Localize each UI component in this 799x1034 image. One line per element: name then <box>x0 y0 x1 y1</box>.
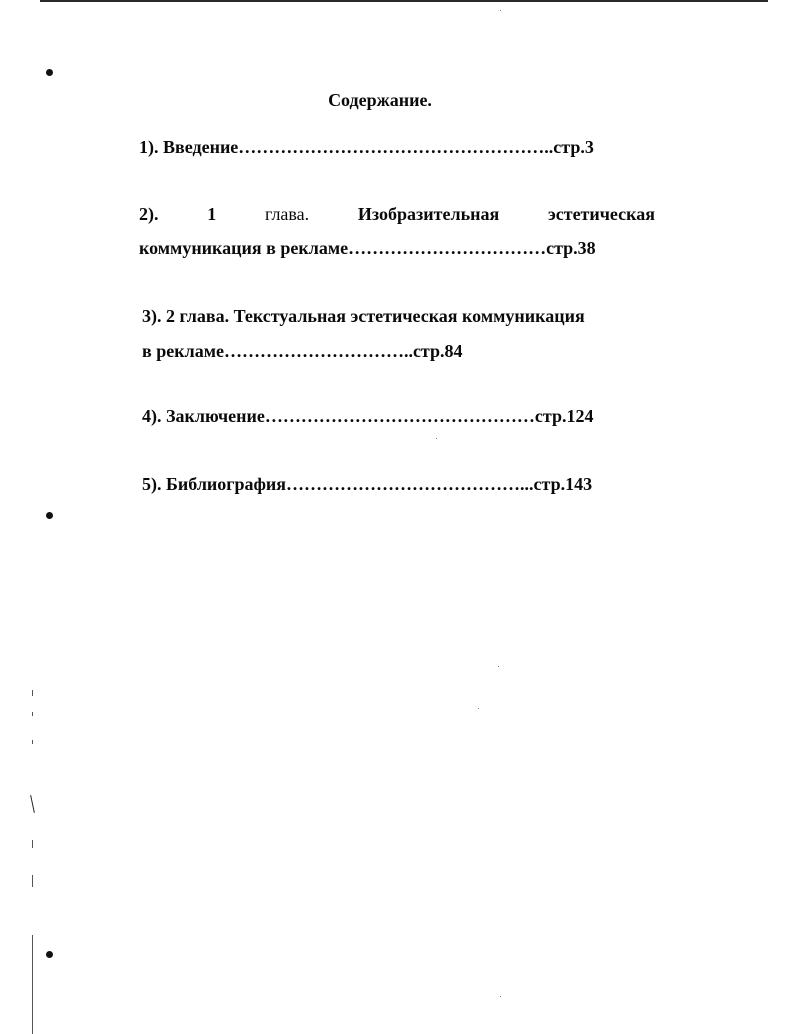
scan-speck <box>500 996 501 997</box>
scan-artifact <box>32 712 33 716</box>
punch-hole-mark <box>46 69 53 76</box>
scan-artifact <box>32 690 33 696</box>
punch-hole-mark <box>46 512 53 519</box>
toc-entry-chapter-2-line-1: 3). 2 глава. Текстуальная эстетическая коммуникация <box>142 306 585 326</box>
scan-speck <box>498 666 499 667</box>
top-scan-rule <box>40 0 768 2</box>
scan-artifact <box>32 740 33 744</box>
toc-entry-introduction: 1). Введение……………………………………………..стр.3 <box>139 137 594 157</box>
scan-speck <box>436 438 437 439</box>
toc-entry-bibliography: 5). Библиография…………………………………...стр.143 <box>142 474 593 494</box>
scan-speck <box>500 10 501 11</box>
scan-speck <box>478 708 479 709</box>
scan-artifact <box>30 795 35 813</box>
toc-word: глава. <box>264 204 310 224</box>
toc-word: Изобразительная <box>357 204 500 224</box>
toc-word: 1 <box>207 204 217 224</box>
toc-word: эстетическая <box>547 204 655 224</box>
toc-entry-chapter-2-line-2: в рекламе…………………………..стр.84 <box>142 341 463 361</box>
toc-entry-chapter-1-line-2: коммуникация в рекламе……………………………стр.38 <box>139 238 596 258</box>
toc-word: 2). <box>139 204 159 224</box>
scan-artifact <box>32 935 33 1034</box>
toc-entry-conclusion: 4). Заключение………………………………………стр.124 <box>142 406 594 426</box>
punch-hole-mark <box>46 951 53 958</box>
scan-artifact <box>32 875 33 887</box>
toc-entry-chapter-1-line-1 <box>139 202 655 226</box>
scan-artifact <box>32 840 33 848</box>
document-title: Содержание. <box>328 90 432 110</box>
